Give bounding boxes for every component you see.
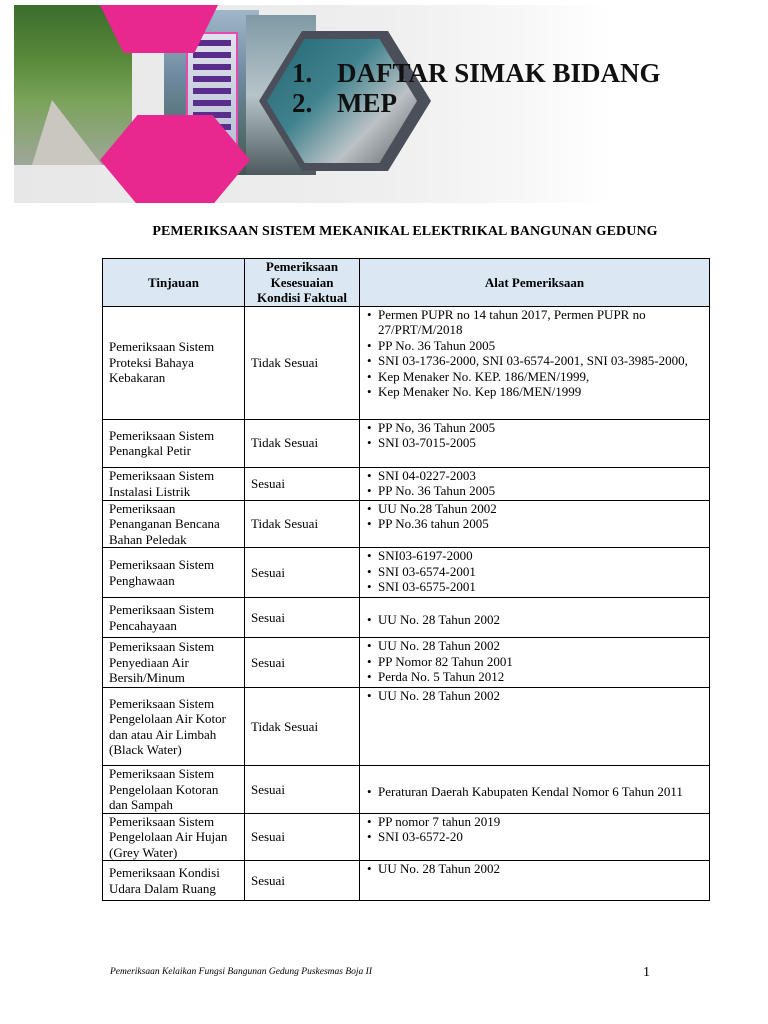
table-row — [103, 813, 710, 861]
cell-tinjauan: Pemeriksaan Sistem Pengelolaan Air Hujan (Grey Water) — [103, 813, 245, 861]
cell-tinjauan: Pemeriksaan Penanganan Bencana Bahan Peledak — [103, 500, 245, 548]
title-line-1: DAFTAR SIMAK BIDANG — [337, 58, 661, 88]
alat-list — [366, 861, 705, 877]
cell-status: Sesuai — [245, 598, 360, 638]
alat-list-item: • PP No, 36 Tahun 2005 — [378, 420, 705, 436]
cell-alat — [360, 688, 710, 766]
cell-tinjauan: Pemeriksaan Sistem Penghawaan — [103, 548, 245, 598]
alat-list — [366, 420, 705, 451]
section-subtitle: PEMERIKSAAN SISTEM MEKANIKAL ELEKTRIKAL BANGUNAN GEDUNG — [152, 224, 658, 239]
cell-alat — [360, 419, 710, 467]
alat-list-item: • PP Nomor 82 Tahun 2001 — [378, 654, 705, 670]
footer-text: Pemeriksaan Kelaikan Fungsi Bangunan Gedung Puskesmas Boja II — [110, 967, 372, 977]
alat-list-item: • UU No.28 Tahun 2002 — [378, 501, 705, 517]
alat-list-item: • SNI03-6197-2000 — [378, 548, 705, 564]
title-line-2: MEP — [337, 88, 397, 118]
header-alat: Alat Pemeriksaan — [360, 259, 710, 307]
cell-alat — [360, 306, 710, 419]
title-number-2: 2. — [292, 88, 313, 118]
table-row — [103, 467, 710, 500]
alat-list — [366, 814, 705, 845]
cell-status: Sesuai — [245, 548, 360, 598]
table-row — [103, 598, 710, 638]
alat-list-item: • Kep Menaker No. KEP. 186/MEN/1999, — [378, 369, 705, 385]
cell-tinjauan: Pemeriksaan Sistem Penyediaan Air Bersih/Minum — [103, 638, 245, 688]
table-row — [103, 638, 710, 688]
alat-list-item: • PP No. 36 Tahun 2005 — [378, 483, 705, 499]
alat-list — [366, 468, 705, 499]
cell-alat — [360, 766, 710, 814]
cell-status: Tidak Sesuai — [245, 306, 360, 419]
header-tinjauan: Tinjauan — [103, 259, 245, 307]
alat-list-item: • SNI 03-6575-2001 — [378, 579, 705, 595]
alat-list-item: • SNI 03-1736-2000, SNI 03-6574-2001, SNI 03-3985-2000, — [378, 353, 705, 369]
table-row — [103, 500, 710, 548]
alat-list — [366, 784, 705, 800]
alat-list-item: • UU No. 28 Tahun 2002 — [378, 861, 705, 877]
alat-list — [366, 612, 705, 628]
cell-tinjauan: Pemeriksaan Sistem Pengelolaan Air Kotor dan atau Air Limbah (Black Water) — [103, 688, 245, 766]
table-row — [103, 306, 710, 419]
cell-alat — [360, 548, 710, 598]
cell-status: Tidak Sesuai — [245, 688, 360, 766]
alat-list — [366, 688, 705, 704]
cell-status: Sesuai — [245, 861, 360, 901]
alat-list-item: • SNI 03-6574-2001 — [378, 564, 705, 580]
alat-list — [366, 307, 705, 400]
alat-list-item: • SNI 04-0227-2003 — [378, 468, 705, 484]
table-header-row — [103, 259, 710, 307]
cell-status: Sesuai — [245, 467, 360, 500]
cell-status: Tidak Sesuai — [245, 419, 360, 467]
alat-list-item: • PP No.36 tahun 2005 — [378, 516, 705, 532]
cell-tinjauan: Pemeriksaan Kondisi Udara Dalam Ruang — [103, 861, 245, 901]
table-body — [103, 306, 710, 901]
cell-alat — [360, 813, 710, 861]
cell-alat — [360, 861, 710, 901]
table-row — [103, 419, 710, 467]
cell-alat — [360, 500, 710, 548]
cell-alat — [360, 638, 710, 688]
table-row — [103, 548, 710, 598]
cell-tinjauan: Pemeriksaan Sistem Penangkal Petir — [103, 419, 245, 467]
alat-list — [366, 501, 705, 532]
alat-list-item: • SNI 03-7015-2005 — [378, 435, 705, 451]
cell-tinjauan: Pemeriksaan Sistem Instalasi Listrik — [103, 467, 245, 500]
cell-alat — [360, 467, 710, 500]
alat-list-item: • UU No. 28 Tahun 2002 — [378, 638, 705, 654]
alat-list — [366, 548, 705, 595]
cell-status: Sesuai — [245, 766, 360, 814]
alat-list-item: • Kep Menaker No. Kep 186/MEN/1999 — [378, 384, 705, 400]
alat-list-item: • SNI 03-6572-20 — [378, 829, 705, 845]
cell-status: Sesuai — [245, 813, 360, 861]
page-number: 1 — [643, 965, 650, 980]
alat-list-item: • UU No. 28 Tahun 2002 — [378, 612, 705, 628]
table-row — [103, 861, 710, 901]
alat-list-item: • PP No. 36 Tahun 2005 — [378, 338, 705, 354]
cell-alat — [360, 598, 710, 638]
checklist-table — [102, 258, 710, 901]
alat-list-item: • Permen PUPR no 14 tahun 2017, Permen PUPR no 27/PRT/M/2018 — [378, 307, 705, 338]
alat-list-item: • Perda No. 5 Tahun 2012 — [378, 669, 705, 685]
alat-list-item: • UU No. 28 Tahun 2002 — [378, 688, 705, 704]
cell-status: Sesuai — [245, 638, 360, 688]
title-number-1: 1. — [292, 58, 313, 88]
table-row — [103, 688, 710, 766]
cell-tinjauan: Pemeriksaan Sistem Pengelolaan Kotoran dan Sampah — [103, 766, 245, 814]
cell-status: Tidak Sesuai — [245, 500, 360, 548]
page-title — [292, 58, 692, 118]
alat-list-item: • PP nomor 7 tahun 2019 — [378, 814, 705, 830]
cell-tinjauan: Pemeriksaan Sistem Proteksi Bahaya Kebakaran — [103, 306, 245, 419]
header-kesesuaian: Pemeriksaan Kesesuaian Kondisi Faktual — [245, 259, 360, 307]
alat-list — [366, 638, 705, 685]
cell-tinjauan: Pemeriksaan Sistem Pencahayaan — [103, 598, 245, 638]
table-row — [103, 766, 710, 814]
alat-list-item: • Peraturan Daerah Kabupaten Kendal Nomor 6 Tahun 2011 — [378, 784, 705, 800]
